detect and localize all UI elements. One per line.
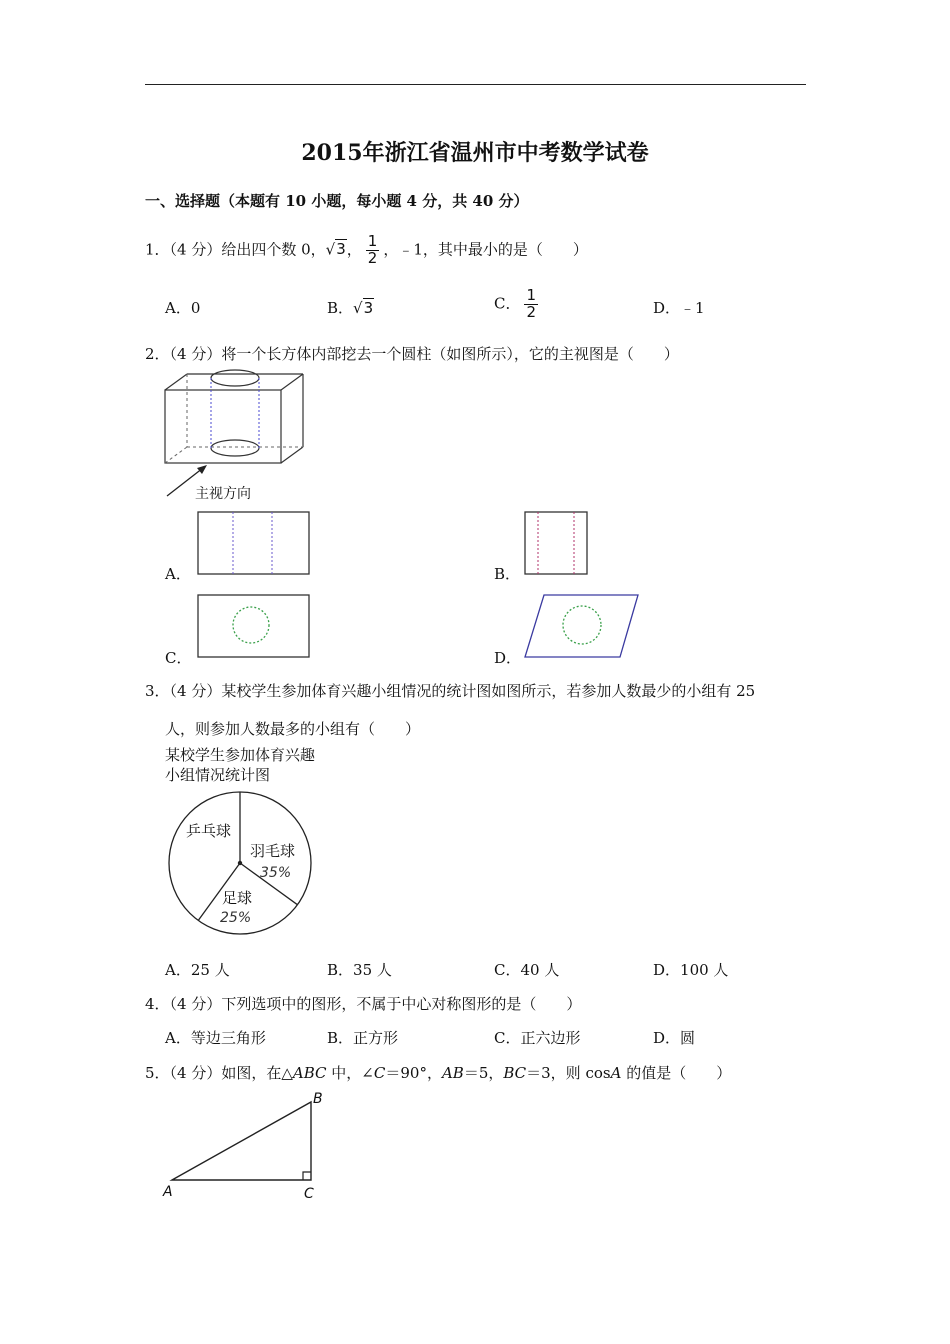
option-d-label[interactable]: D．: [494, 649, 522, 667]
page-title: 2015年浙江省温州市中考数学试卷: [301, 140, 649, 166]
option-d[interactable]: D．100 人: [653, 961, 729, 979]
vertex-label-b: B: [313, 1091, 323, 1107]
slice-value-football: 25%: [220, 910, 252, 926]
slice-label-pingpong: 乒乓球: [186, 822, 232, 840]
pie-center: [238, 861, 242, 865]
option-a[interactable]: A．25 人: [165, 961, 230, 979]
question-points: （4 分）: [169, 682, 222, 700]
question-5: 5．（4 分）如图，在△ABC 中，∠C＝90°，AB＝5，BC＝3，则 cosA 的值是（ ）: [145, 1064, 732, 1082]
question-text: ，﹣1，其中最小的是（ ）: [383, 240, 588, 259]
question-text: 某校学生参加体育兴趣小组情况的统计图如图所示，若参加人数最少的小组有 25: [221, 682, 756, 700]
option-c[interactable]: C． $\frac{1}{2}$: [494, 286, 537, 321]
question-points: （4 分）: [169, 240, 222, 259]
vertex-label-a: A: [163, 1184, 173, 1200]
slice-label-badminton: 羽毛球: [250, 842, 296, 860]
option-a-figure[interactable]: [195, 509, 313, 577]
option-c[interactable]: C．40 人: [494, 961, 560, 979]
question-number: 5．: [145, 1064, 170, 1082]
chart-title: 某校学生参加体育兴趣 小组情况统计图: [165, 746, 316, 784]
question-4: [145, 993, 581, 1014]
view-direction-label: 主视方向: [195, 486, 251, 502]
question-text: 给出四个数 0，: [221, 240, 326, 259]
question-text: 下列选项中的图形，不属于中心对称图形的是（ ）: [221, 995, 582, 1013]
option-a-label[interactable]: A．: [165, 565, 191, 583]
fraction: $\frac{1}{2}$: [367, 232, 378, 267]
sqrt-expression: √3: [325, 240, 346, 259]
question-number: 1．: [145, 240, 170, 259]
triangle-figure: [160, 1088, 335, 1206]
option-b-label[interactable]: B．: [494, 565, 521, 583]
slice-label-football: 足球: [222, 889, 253, 907]
question-number: 3．: [145, 682, 170, 700]
question-points: （4 分）: [169, 1064, 222, 1082]
option-d[interactable]: D．圆: [653, 1029, 696, 1047]
question-number: 4．: [145, 995, 170, 1013]
question-number: 2．: [145, 345, 170, 363]
slice-value-badminton: 35%: [260, 865, 292, 881]
question-1: 1．（4 分）给出四个数 0，√3， $\frac{1}{2}$ ，﹣1，其中最小的是（ ）: [145, 232, 588, 267]
pie-chart: [160, 785, 335, 955]
vertex-label-c: C: [304, 1186, 314, 1202]
question-text: 将一个长方体内部挖去一个圆柱（如图所示），它的主视图是（ ）: [221, 345, 679, 363]
option-d-figure[interactable]: [522, 592, 642, 660]
question-3: [145, 680, 755, 701]
section-heading: 一、选择题（本题有 10 小题，每小题 4 分，共 40 分）: [145, 192, 529, 210]
option-b[interactable]: B．35 人: [327, 961, 392, 979]
header-rule: [145, 84, 806, 85]
option-b-figure[interactable]: [522, 509, 590, 577]
option-a[interactable]: A．0: [165, 299, 201, 317]
option-c-label[interactable]: C．: [165, 649, 192, 667]
question-3-line2: 人，则参加人数最多的小组有（ ）: [165, 720, 421, 738]
option-c[interactable]: C．正六边形: [494, 1029, 581, 1047]
question-points: （4 分）: [169, 345, 222, 363]
question-points: （4 分）: [169, 995, 222, 1013]
question-2: [145, 343, 679, 364]
option-b[interactable]: B．正方形: [327, 1029, 399, 1047]
option-d[interactable]: D．﹣1: [653, 299, 705, 317]
option-b[interactable]: B．√3: [327, 299, 374, 317]
option-c-figure[interactable]: [195, 592, 313, 660]
option-a[interactable]: A．等边三角形: [165, 1029, 266, 1047]
